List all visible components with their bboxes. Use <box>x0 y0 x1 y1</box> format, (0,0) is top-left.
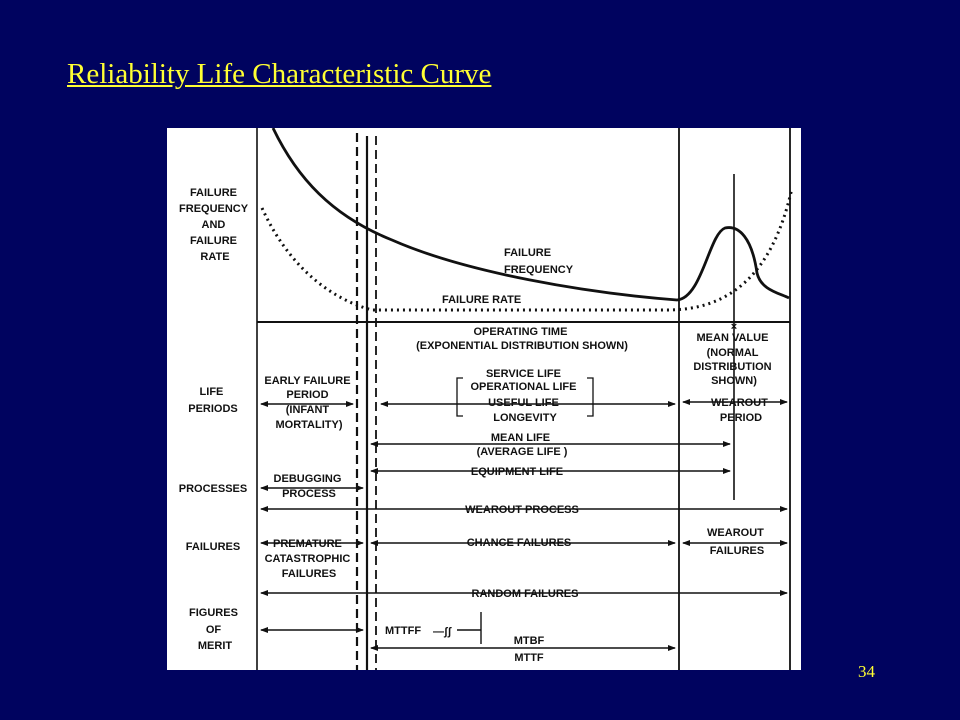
mttff-label: MTTFF <box>385 625 422 637</box>
processes-label: PROCESSES <box>178 483 248 495</box>
wearout-period-label: WEAROUT PERIOD <box>711 397 768 424</box>
service-life-label: SERVICE LIFE OPERATIONAL LIFE USEFUL LIFE LONGEVITY <box>470 368 577 424</box>
mttff-break-mark: —ʃʃ <box>433 626 452 638</box>
chance-failures-label: CHANCE FAILURES <box>466 537 572 549</box>
life-periods-label: LIFE PERIODS <box>188 386 238 415</box>
failure-frequency-label: FAILURE FREQUENCY <box>504 247 574 276</box>
failures-label: FAILURES <box>185 541 241 553</box>
operating-time-label: OPERATING TIME (EXPONENTIAL DISTRIBUTION SHOWN) <box>416 326 628 352</box>
mtbf-label: MTBF <box>513 635 545 647</box>
failure-rate-label: FAILURE RATE <box>442 294 522 306</box>
wearout-process-label: WEAROUT PROCESS <box>465 504 579 516</box>
figures-of-merit-label: FIGURES OF MERIT <box>189 607 238 652</box>
slide-title: Reliability Life Characteristic Curve <box>67 58 492 90</box>
mean-life-label: MEAN LIFE (AVERAGE LIFE ) <box>476 432 568 458</box>
mttf-label: MTTF <box>514 652 544 664</box>
slide-number: 34 <box>858 662 875 681</box>
mean-value-marker: × <box>730 321 738 333</box>
premature-failures-label: PREMATURE CATASTROPHIC FAILURES <box>264 538 351 580</box>
debugging-process-label: DEBUGGING PROCESS <box>273 473 342 500</box>
random-failures-label: RANDOM FAILURES <box>471 588 579 600</box>
equipment-life-label: EQUIPMENT LIFE <box>470 466 564 478</box>
early-failure-period-label: EARLY FAILURE PERIOD (INFANT MORTALITY) <box>264 375 351 431</box>
mean-value-label: MEAN VALUE (NORMAL DISTRIBUTION SHOWN) <box>693 332 772 387</box>
wearout-failures-label: WEAROUT FAILURES <box>707 527 765 557</box>
reliability-curve-figure <box>167 128 801 670</box>
service-life-left-bracket <box>457 378 463 416</box>
reliability-diagram <box>167 128 801 670</box>
service-life-right-bracket <box>587 378 593 416</box>
failure-rate-axis-label: FAILURE FREQUENCY AND FAILURE RATE <box>179 187 248 263</box>
